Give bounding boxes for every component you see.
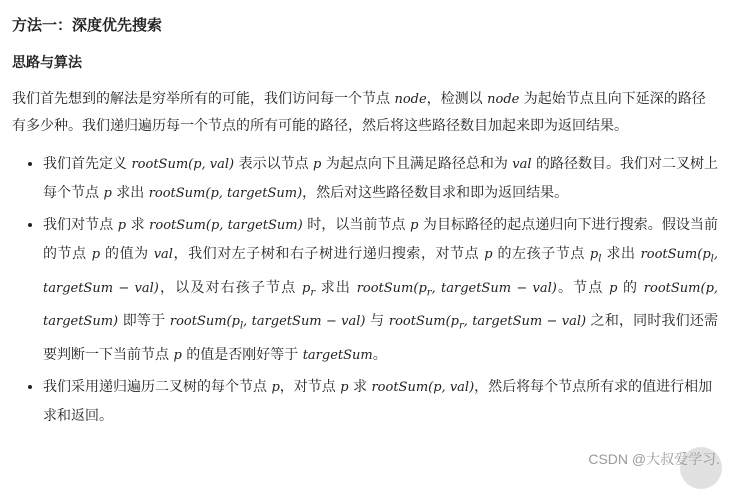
watermark-text: CSDN @大叔爱学习. xyxy=(588,451,720,467)
math-expression: p xyxy=(271,379,280,395)
math-expression: p xyxy=(103,186,112,201)
bullet-item-1: • 我们首先定义 rootSum(p, val) 表示以节点 p 为起点向下且满足路径总和为 val 的路径数目。我们对二叉树上每个节点 p 求出 rootSum(p, targetSum)，然后对这些路径数目求和即为返回结果。 xyxy=(43,150,718,208)
math-expression: $p_r$ xyxy=(302,280,316,299)
math-expression: $rootSum(p_r$, targetSum − val) xyxy=(356,280,557,299)
bullet-list xyxy=(12,150,718,431)
math-expression: $rootSum(p_l$, targetSum − val) xyxy=(43,247,719,296)
math-expression: rootSum(p, targetSum) xyxy=(43,280,719,330)
math-expression: rootSum(p, val) xyxy=(371,379,475,395)
math-expression: $p_l$ xyxy=(589,247,602,265)
math-expression: p xyxy=(609,280,618,296)
math-expression: rootSum(p, targetSum) xyxy=(149,218,303,233)
math-expression: p xyxy=(340,379,349,395)
intro-paragraph: 我们首先想到的解法是穷举所有的可能，我们访问每一个节点 node，检测以 node 为起始节点且向下延深的路径有多少种。我们递归遍历每一个节点的所有可能的路径，然后将这些路径数目加起来即为返回结果。 xyxy=(12,91,706,134)
math-expression: $rootSum(p_r$, targetSum − val) xyxy=(388,314,587,332)
math-expression: rootSum(p, val) xyxy=(131,157,235,172)
bullet-item-3: • 我们采用递归遍历二叉树的每个节点 p，对节点 p 求 rootSum(p, val)，然后将每个节点所有求的值进行相加求和返回。 xyxy=(43,373,718,431)
bullet-item-2: • 我们对节点 p 求 rootSum(p, targetSum) 时，以当前节点 p 为目标路径的起点递归向下进行搜索。假设当前的节点 p 的值为 val，我们对左子树和右子树进行递归搜索，对节点 p 的左孩子节点 $p_l$ 求出 $rootSum(p_l$, targetSum − val)，以及对右孩子节点 $p_r$ 求出 $rootSum(p_r$, targetSum − val)。节点 p 的 rootSum(p, targetSum) 即等于 $rootSum(p_l$, targetSum − val) 与 $rootSum(p_r$, targetSum − val) 之和，同时我们还需要判断一下当前节点 p 的值是否刚好等于 targetSum。 xyxy=(43,211,718,370)
math-expression: p xyxy=(91,247,101,262)
math-expression: node xyxy=(487,92,520,107)
math-expression: p xyxy=(484,247,493,262)
math-expression: val xyxy=(512,157,532,172)
math-expression: p xyxy=(173,347,182,363)
section-title: 方法一：深度优先搜索 xyxy=(12,16,163,34)
math-expression: targetSum xyxy=(302,347,373,363)
math-expression: node xyxy=(394,92,427,107)
article-body xyxy=(12,14,718,434)
math-expression: p xyxy=(410,218,419,233)
math-expression: p xyxy=(313,157,322,172)
math-expression: $rootSum(p_l$, targetSum − val) xyxy=(169,314,366,332)
section-subtitle: 思路与算法 xyxy=(12,55,82,71)
math-expression: p xyxy=(117,218,127,233)
math-expression: val xyxy=(153,247,173,262)
math-expression: rootSum(p, targetSum) xyxy=(148,186,303,201)
